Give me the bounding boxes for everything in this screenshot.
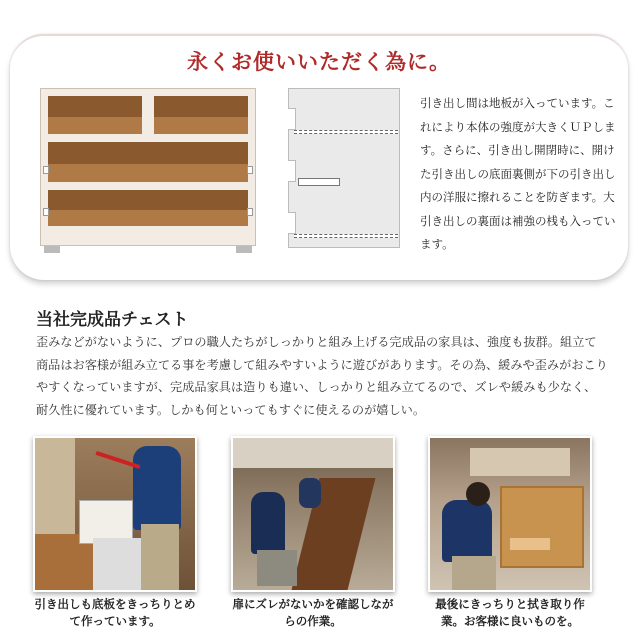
drawer-notch [288,160,296,182]
photo-caption-3: 最後にきっちりと拭き取り作業。お客様に良いものを。 [435,597,585,628]
chest-illustration [40,88,256,254]
bottom-board-line [294,234,398,238]
section-heading: 当社完成品チェスト [36,310,189,330]
drawer-cross-section [288,88,400,254]
photo-final-wipe [428,436,592,592]
worker-pants [257,550,297,586]
rail-runner [247,208,253,216]
worker-shirt [133,446,181,530]
chest-foot [236,246,252,253]
chest-middle-cell [48,142,248,182]
background-furniture [470,448,570,476]
cabinet-drawer [510,538,550,550]
photo-caption-2: 扉にズレがないかを確認しながらの作業。 [232,597,394,628]
bottom-board-line [294,130,398,134]
cross-section-body [288,88,400,248]
photo-caption-1: 引き出しも底板をきっちりとめて作っています。 [34,597,196,628]
drawer-notch [288,108,296,130]
photo-alignment-check [231,436,395,592]
feature-description: 引き出し間は地板が入っています。これにより本体の強度が大きくＵＰします。さらに、引き出し開閉時に、開けた引き出しの底面裏側が下の引き出し内の洋服に擦れることを防ぎます。大引き出しの裏面は補強の桟も入っています。 [420,96,616,251]
drawer-notch [288,212,296,234]
finished-cabinet [500,486,584,568]
worker-pants [141,524,179,592]
worker-shirt [442,500,492,562]
feature-title: 永くお使いいただく為に。 [187,50,451,74]
worker-head [466,482,490,506]
rail-runner [247,166,253,174]
rail-runner [43,208,49,216]
photo-drawer-assembly [33,436,197,592]
reinforcement-slot [298,178,340,186]
workshop-window [233,438,395,468]
chest-top-left-cell [48,96,142,134]
worker-shirt [251,492,285,554]
chest-foot [44,246,60,253]
chest-top-right-cell [154,96,248,134]
second-worker [299,478,321,508]
section-paragraph: 歪みなどがないように、プロの職人たちがしっかりと組み上げる完成品の家具は、強度も抜群。組立て商品はお客様が組み立てる事を考慮して組みやすいように遊びがあります。その為、緩みや歪みがおこりやすくなっていますが、完成品家具は造りも違い、しっかりと組み立てるので、ズレや緩みも少なく、耐久性に優れています。しかも何といってもすぐに使えるのが嬉しい。 [36,335,608,417]
rail-runner [43,166,49,174]
worker-pants [452,556,496,590]
feature-panel [10,34,628,280]
chest-bottom-cell [48,190,248,226]
